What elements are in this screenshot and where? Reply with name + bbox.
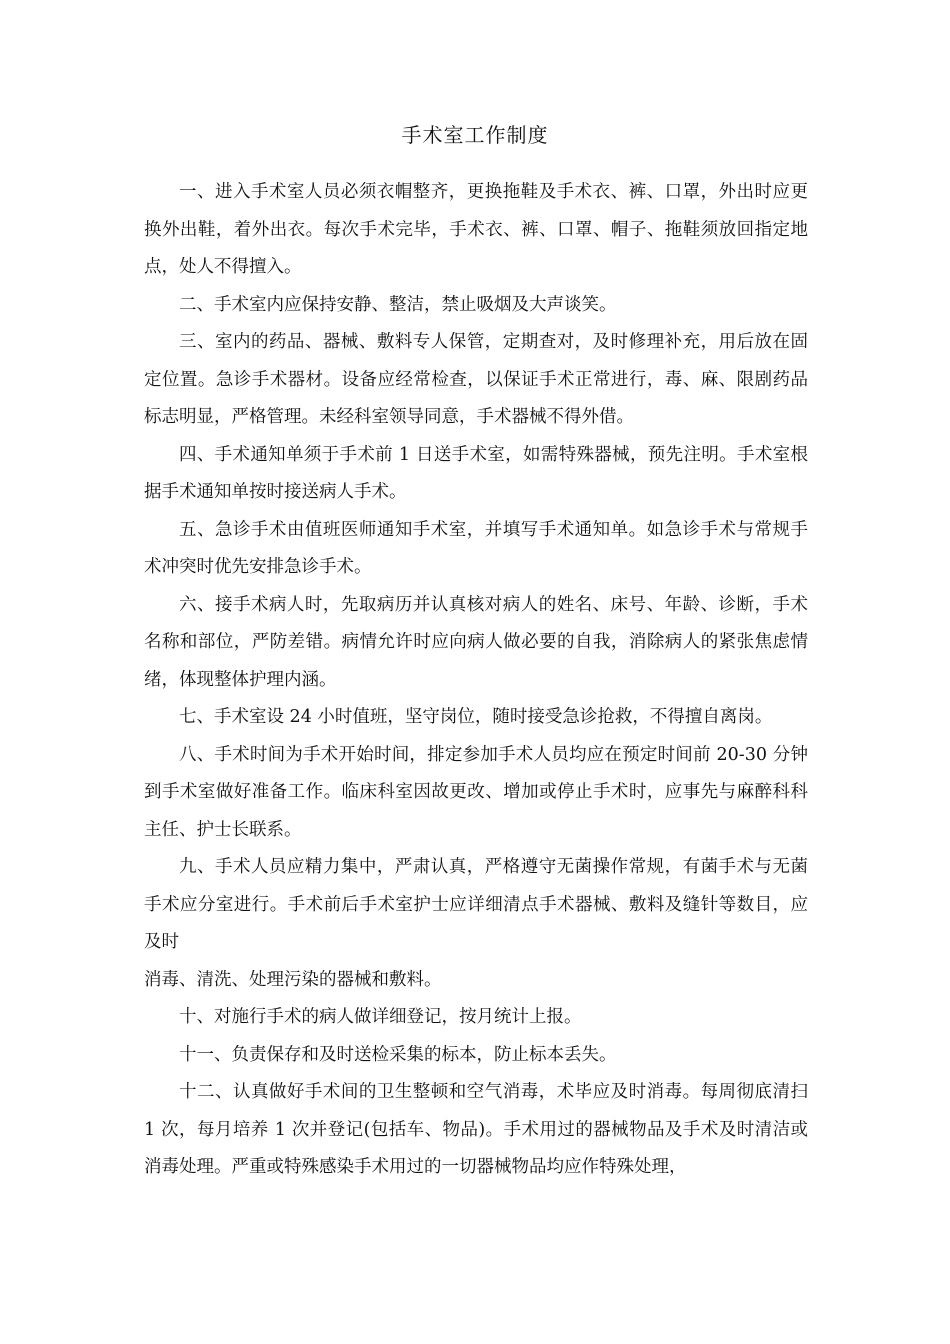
document-title: 手术室工作制度: [401, 123, 549, 147]
paragraph-3: 三、室内的药品、器械、敷料专人保管，定期查对，及时修理补充，用后放在固定位置。急诊手术器材。设备应经常检查，以保证手术正常进行，毒、麻、限剧药品标志明显，严格管理。未经科室领导同意，手术器械不得外借。: [144, 332, 808, 427]
paragraph-6: 六、接手术病人时，先取病历并认真核对病人的姓名、床号、年龄、诊断，手术名称和部位，严防差错。病情允许时应向病人做必要的自我，消除病人的紧张焦虑情绪，体现整体护理内涵。: [144, 594, 808, 690]
paragraph-4: 四、手术通知单须于手术前 1 日送手术室，如需特殊器械，预先注明。手术室根据手术通知单按时接送病人手术。: [144, 444, 808, 502]
paragraph-5: 五、急诊手术由值班医师通知手术室，并填写手术通知单。如急诊手术与常规手术冲突时优先安排急诊手术。: [144, 519, 808, 577]
paragraph-7: 七、手术室设 24 小时值班，坚守岗位，随时接受急诊抢救，不得擅自离岗。: [179, 707, 773, 727]
paragraph-9: 九、手术人员应精力集中，严肃认真，严格遵守无菌操作常规，有菌手术与无菌手术应分室进行。手术前后手术室护士应详细清点手术器械、敷料及缝针等数目，应及时: [144, 857, 808, 952]
paragraph-2: 二、手术室内应保持安静、整洁，禁止吸烟及大声谈笑。: [179, 294, 617, 315]
document-body: [144, 168, 808, 1187]
paragraph-1: 一、进入手术室人员必须衣帽整齐，更换拖鞋及手术衣、裤、口罩，外出时应更换外出鞋，着外出衣。每次手术完毕，手术衣、裤、口罩、帽子、拖鞋须放回指定地点，处人不得擅入。: [144, 182, 808, 277]
paragraph-11: 十一、负责保存和及时送检采集的标本，防止标本丢失。: [179, 1044, 617, 1065]
paragraph-10: 十、对施行手术的病人做详细登记，按月统计上报。: [179, 1007, 582, 1027]
paragraph-9-continuation: 消毒、清洗、处理污染的器械和敷料。: [144, 969, 442, 990]
paragraph-12: 十二、认真做好手术间的卫生整顿和空气消毒，术毕应及时消毒。每周彻底清扫 1 次，每月培养 1 次并登记(包括车、物品)。手术用过的器械物品及手术及时清洁或消毒处理。严重或特殊感染手术用过的一切器械物品均应作特殊处理，: [144, 1082, 808, 1177]
paragraph-8: 八、手术时间为手术开始时间，排定参加手术人员均应在预定时间前 20-30 分钟到手术室做好准备工作。临床科室因故更改、增加或停止手术时，应事先与麻醉科科主任、护士长联系。: [144, 744, 808, 840]
